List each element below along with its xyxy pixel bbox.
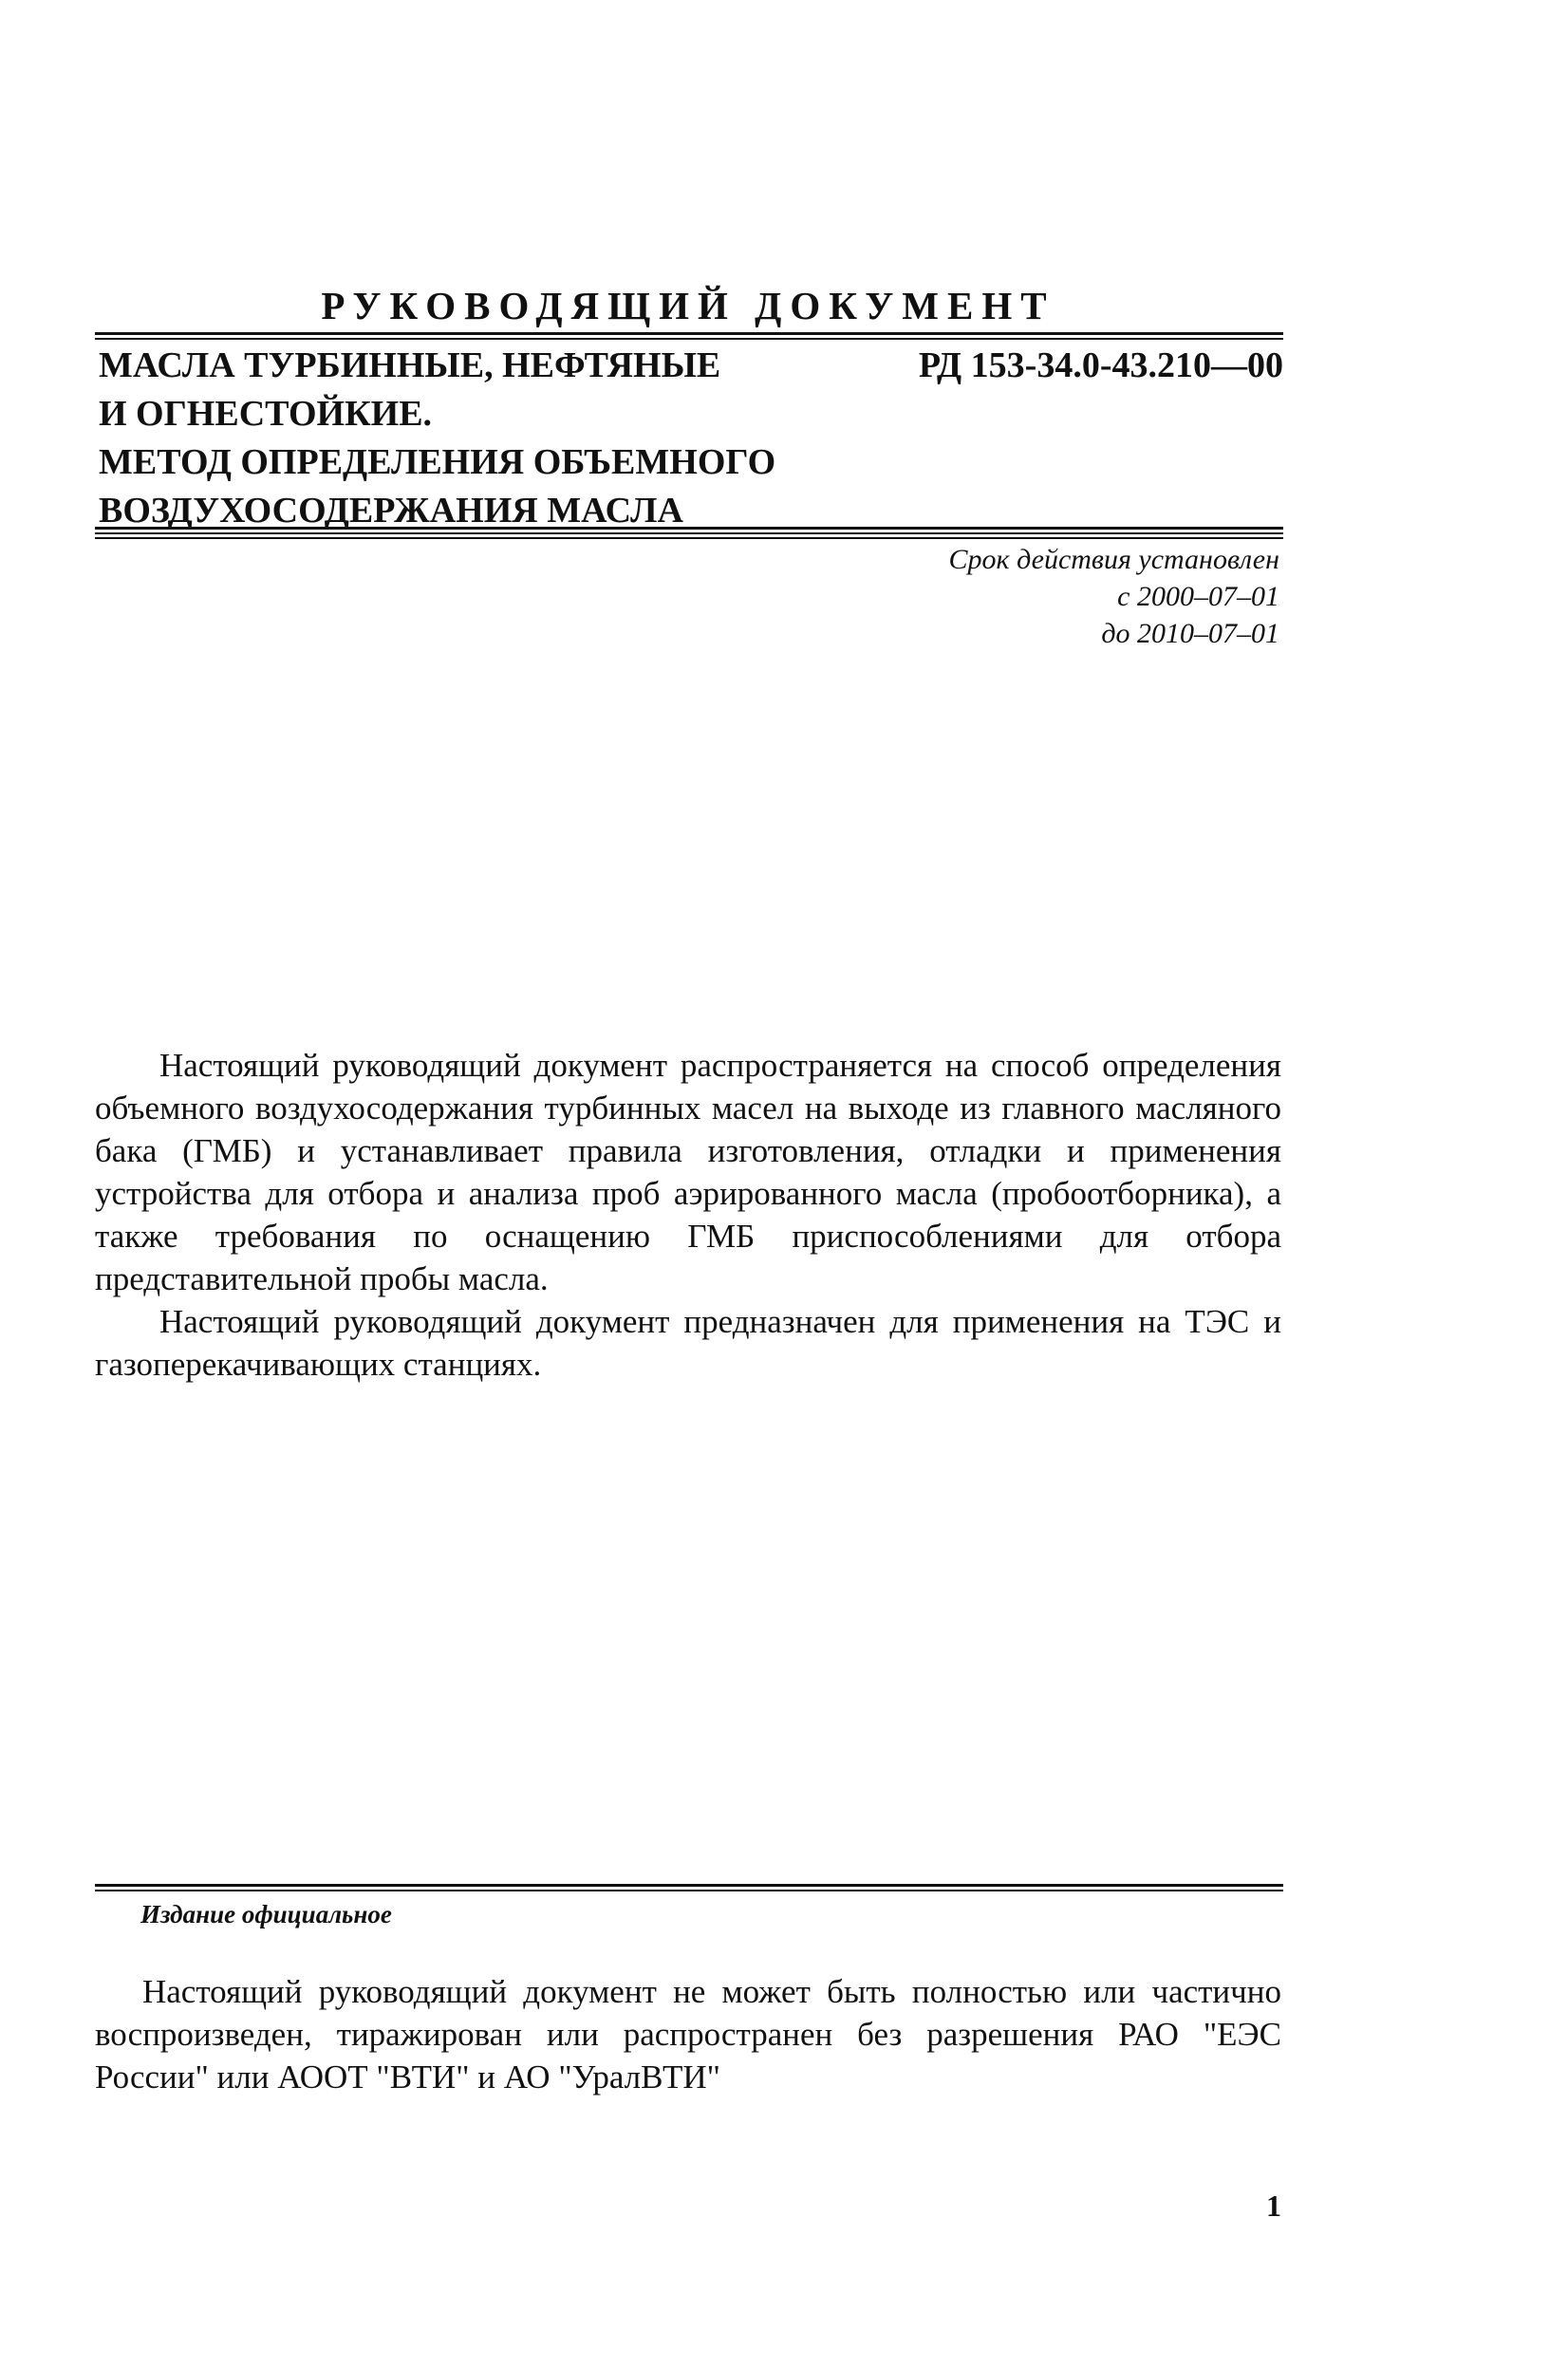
validity-period xyxy=(807,541,1279,652)
validity-label: Срок действия установлен xyxy=(948,544,1279,575)
footer-rule xyxy=(95,1884,1283,1891)
document-title xyxy=(99,342,877,535)
copyright-text: Настоящий руководящий документ не может быть полностью или частично воспроизведен, тиражирован или распространен без разрешения РАО "ЕЭС России" или АООТ "ВТИ" и АО "УралВТИ" xyxy=(95,1973,1281,2096)
document-code: РД 153-34.0-43.210—00 xyxy=(918,345,1283,385)
header-bottom-rule-thin xyxy=(95,537,1283,539)
header-bottom-rule xyxy=(95,527,1283,534)
page-number: 1 xyxy=(1266,2189,1281,2223)
body-text xyxy=(95,1044,1281,1386)
edition-note: Издание официальное xyxy=(140,1900,392,1928)
validity-to: до 2010–07–01 xyxy=(1101,618,1279,649)
title-line: И ОГНЕСТОЙКИЕ. xyxy=(99,394,433,434)
body-paragraph: Настоящий руководящий документ предназначен для применения на ТЭС и газоперекачивающих станциях. xyxy=(95,1303,1281,1383)
document-type-heading: РУКОВОДЯЩИЙ ДОКУМЕНТ xyxy=(321,284,1055,327)
title-line: МЕТОД ОПРЕДЕЛЕНИЯ ОБЪЕМНОГО xyxy=(99,442,776,482)
header-top-rule xyxy=(95,332,1283,340)
copyright-notice xyxy=(95,1970,1281,2098)
validity-from: с 2000–07–01 xyxy=(1117,581,1279,612)
title-line: ВОЗДУХОСОДЕРЖАНИЯ МАСЛА xyxy=(99,491,683,531)
body-paragraph: Настоящий руководящий документ распространяется на способ определения объемного воздухосодержания турбинных масел на выходе из главного масляного бака (ГМБ) и устанавливает правила изготовления, отладки и применения устройства для отбора и анализа проб аэрированного масла (пробоотборника), а также требования по оснащению ГМБ приспособлениями для отбора представительной пробы масла. xyxy=(95,1047,1281,1297)
title-line: МАСЛА ТУРБИННЫЕ, НЕФТЯНЫЕ xyxy=(99,345,721,385)
